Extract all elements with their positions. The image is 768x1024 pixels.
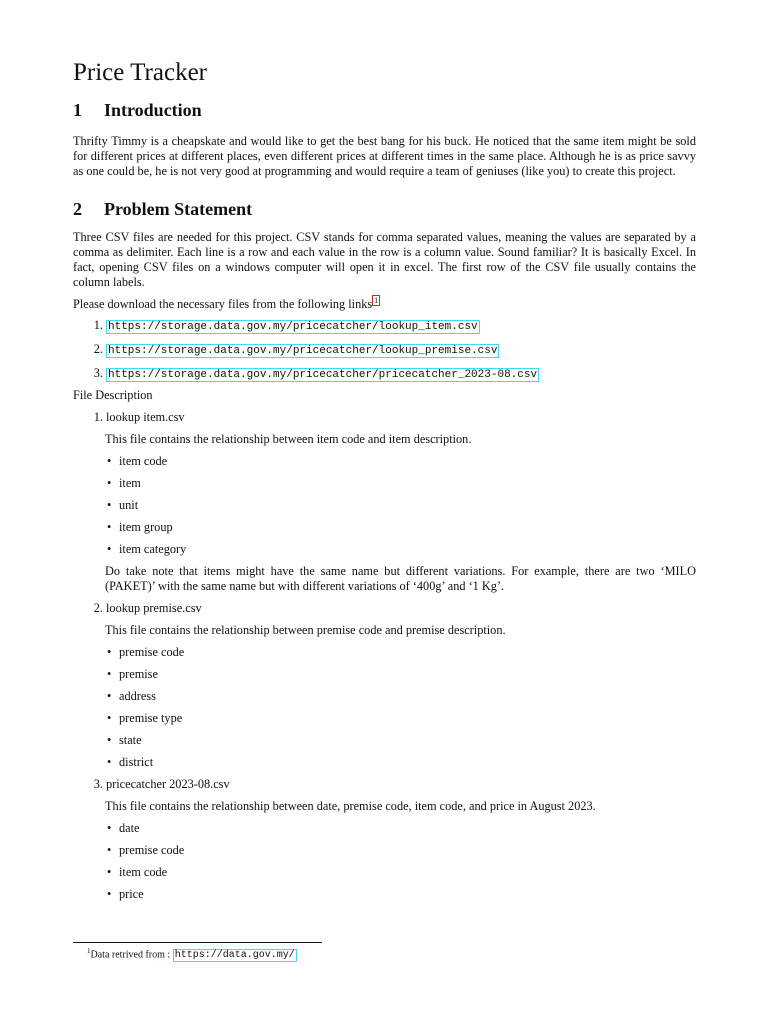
file-description: This file contains the relationship between item code and item description.: [105, 432, 472, 447]
field-name: item: [119, 476, 141, 491]
field-name: item group: [119, 520, 173, 535]
list-number: 2.: [93, 342, 103, 357]
section-heading-introduction: [73, 100, 696, 122]
footnote-text: Data retrived from :: [90, 949, 173, 961]
download-links-list: [73, 318, 696, 383]
list-item: • price: [107, 887, 144, 902]
list-item: [73, 342, 696, 359]
field-name: item code: [119, 865, 168, 880]
field-list: [73, 645, 696, 777]
file-entry: [73, 777, 696, 792]
field-name: state: [119, 733, 142, 748]
footnote: [87, 945, 297, 962]
section-number: 1: [73, 100, 82, 120]
download-link[interactable]: https://storage.data.gov.my/pricecatcher/lookup_premise.csv: [108, 345, 498, 358]
field-name: item category: [119, 542, 187, 557]
footnote-link-url[interactable]: https://data.gov.my/: [174, 950, 295, 962]
field-name: premise code: [119, 645, 185, 660]
file-description-label: File Description: [73, 388, 153, 403]
document-page: [73, 58, 696, 909]
field-name: date: [119, 821, 140, 836]
list-item: [73, 366, 696, 383]
section-number: 2: [73, 198, 82, 219]
list-item: • premise code: [107, 843, 185, 858]
field-name: district: [119, 755, 154, 770]
list-number: 3.: [93, 777, 103, 792]
page-title: Price Tracker: [73, 59, 207, 86]
list-item: • premise: [107, 667, 158, 682]
list-item: • date: [107, 821, 140, 836]
list-item: • premise code: [107, 645, 185, 660]
section-title: Problem Statement: [104, 198, 253, 219]
field-list: [73, 821, 696, 909]
download-intro-text: Please download the necessary files from the following links: [73, 297, 373, 312]
field-name: address: [119, 689, 156, 704]
download-intro: [73, 297, 696, 312]
problem-paragraph: Three CSV files are needed for this project. CSV stands for comma separated values, meaning the values are separated by a comma as delimiter. Each line is a row and each value in the row is a column value. Sound familiar? It is basically Excel. In fact, opening CSV files on a windows computer will open it in excel. The first row of the CSV file usually contains the column labels.: [73, 230, 696, 290]
list-item: • item group: [107, 520, 173, 535]
introduction-paragraph: Thrifty Timmy is a cheapskate and would like to get the best bang for his buck. He noticed that the same item might be sold for different prices at different places, even different prices at different times in the same place. Although he is as price savvy as one could be, he is not very good at programming and would require a team of geniuses (like you) to create this project.: [73, 133, 696, 178]
list-number: 1.: [93, 410, 103, 425]
list-item: • state: [107, 733, 142, 748]
list-item: • item: [107, 476, 141, 491]
list-item: • district: [107, 755, 154, 770]
list-item: • item category: [107, 542, 187, 557]
footnote-divider: [73, 942, 322, 943]
field-name: price: [119, 887, 144, 902]
file-name: pricecatcher 2023-08.csv: [106, 777, 230, 792]
list-number: 3.: [93, 366, 103, 381]
section-title: Introduction: [104, 100, 202, 120]
field-name: premise type: [119, 711, 183, 726]
field-name: item code: [119, 454, 168, 469]
footnote-link[interactable]: 1: [374, 296, 379, 306]
file-name: lookup premise.csv: [106, 601, 202, 616]
list-item: • premise type: [107, 711, 183, 726]
field-name: unit: [119, 498, 139, 513]
file-note: Do take note that items might have the same name but different variations. For example, there are two ‘MILO (PAKET)’ with the same name but with different variations of ‘400g’ and ‘1 Kg’.: [105, 564, 696, 594]
download-link[interactable]: https://storage.data.gov.my/pricecatcher/pricecatcher_2023-08.csv: [108, 369, 538, 382]
list-number: 2.: [93, 601, 103, 616]
file-description: This file contains the relationship between premise code and premise description.: [105, 623, 506, 638]
field-list: [73, 454, 696, 564]
list-item: • unit: [107, 498, 139, 513]
section-heading-problem-statement: [73, 199, 696, 221]
footnote-mark: 1: [87, 947, 91, 955]
file-description: This file contains the relationship between date, premise code, item code, and price in August 2023.: [105, 799, 596, 814]
list-item: • item code: [107, 454, 168, 469]
list-item: • item code: [107, 865, 168, 880]
file-entry: [73, 410, 696, 425]
field-name: premise: [119, 667, 158, 682]
file-name: lookup item.csv: [106, 410, 185, 425]
file-entry: [73, 601, 696, 616]
field-name: premise code: [119, 843, 185, 858]
list-item: [73, 318, 696, 335]
list-number: 1.: [93, 318, 103, 333]
download-link[interactable]: https://storage.data.gov.my/pricecatcher/lookup_item.csv: [108, 321, 478, 334]
list-item: • address: [107, 689, 156, 704]
